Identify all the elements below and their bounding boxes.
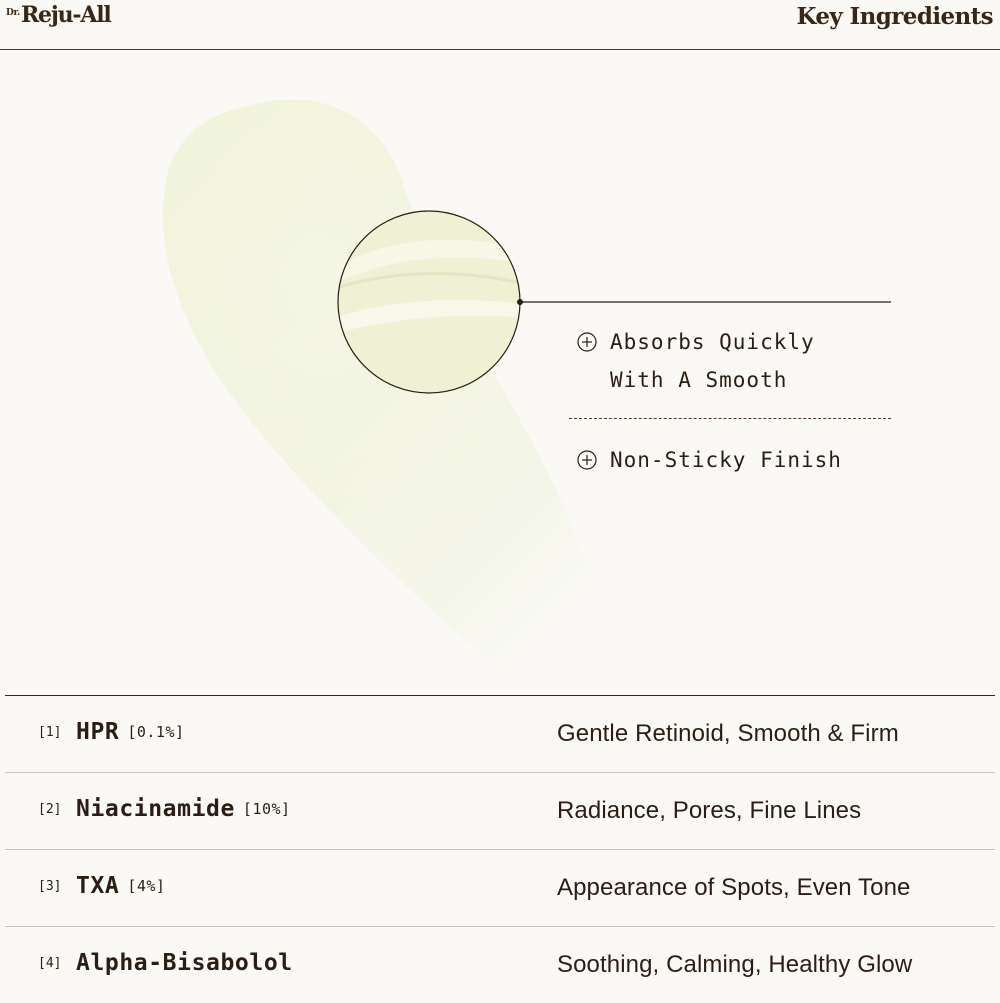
ingredient-name-text: Niacinamide xyxy=(76,796,235,822)
ingredient-index: [3] xyxy=(38,879,62,894)
ingredient-name xyxy=(76,873,165,899)
ingredient-index: [4] xyxy=(38,956,62,971)
ingredient-percent: [10%] xyxy=(242,800,291,818)
ingredient-percent: [0.1%] xyxy=(127,723,185,741)
ingredient-name-text: Alpha-Bisabolol xyxy=(76,950,293,976)
ingredient-benefit: Appearance of Spots, Even Tone xyxy=(557,874,911,901)
callout-anchor-dot xyxy=(517,299,523,305)
callout-text xyxy=(610,323,815,399)
ingredient-benefit: Gentle Retinoid, Smooth & Firm xyxy=(557,720,899,747)
callout-text: Non-Sticky Finish xyxy=(610,448,842,472)
table-row xyxy=(5,850,995,927)
table-row xyxy=(5,696,995,773)
callout-line-1: Absorbs Quickly xyxy=(610,330,815,354)
callout-non-sticky xyxy=(577,441,842,479)
ingredient-name xyxy=(76,719,185,745)
ingredient-percent: [4%] xyxy=(127,877,166,895)
ingredient-index: [1] xyxy=(38,725,62,740)
ingredients-table xyxy=(5,695,995,1003)
ingredient-name-text: TXA xyxy=(76,873,120,899)
page-title: Key Ingredients xyxy=(796,3,993,30)
table-row xyxy=(5,773,995,850)
callout-absorbs-quickly xyxy=(577,323,815,399)
plus-circle-icon xyxy=(577,332,597,352)
ingredient-name xyxy=(76,950,301,976)
callout-line-2: With A Smooth xyxy=(610,368,788,392)
ingredient-name xyxy=(76,796,291,822)
plus-circle-icon xyxy=(577,450,597,470)
table-row xyxy=(5,927,995,1003)
ingredient-benefit: Soothing, Calming, Healthy Glow xyxy=(557,951,913,978)
ingredient-benefit: Radiance, Pores, Fine Lines xyxy=(557,797,862,824)
brand-name: Reju-All xyxy=(20,2,111,28)
ingredient-index: [2] xyxy=(38,802,62,817)
brand-prefix: Dr. xyxy=(6,8,20,18)
ingredient-name-text: HPR xyxy=(76,719,120,745)
callout-divider xyxy=(569,418,891,419)
